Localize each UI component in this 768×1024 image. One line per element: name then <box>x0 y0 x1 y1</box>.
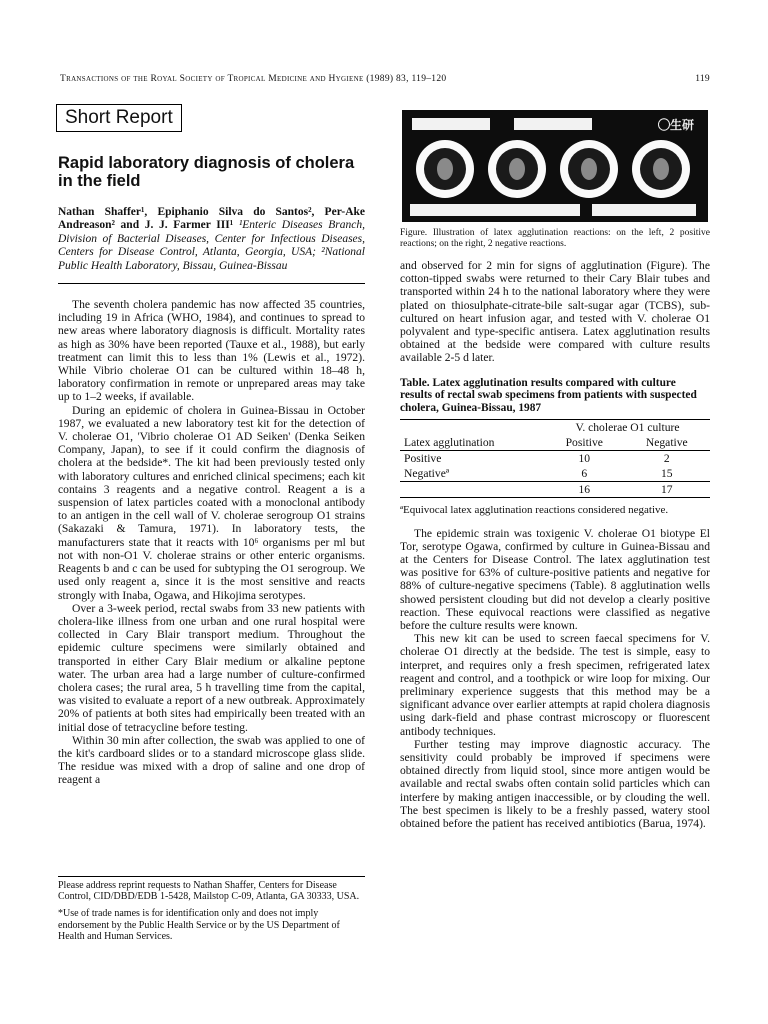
paragraph: Over a 3-week period, rectal swabs from 33 new patients with cholera-like illness from one urban and one rural hospital were collected in Cary Blair transport medium. Throughout the epidemic culture specimens were similarly obtained and transported in either Cary Blair medium or alkaline peptone water. The urban area had a large number of culture-confirmed cholera cases; the rural area, 5 h travelling time from the capital, was visited to evaluate a report of a new outbreak. Approximately 20% of patients at both sites had empirically been treated with an initial dose of tetracycline before testing. <box>58 601 365 734</box>
col-negative-header: Negative <box>645 436 688 450</box>
positive-well <box>488 140 546 198</box>
paragraph: This new kit can be used to screen faecal specimens for V. cholerae O1 directly at the bedside. The test is simple, easy to interpret, and requires only a fresh specimen, refrigerated latex reagent and control, and a toothpick or wire loop for mixing. Our preliminary experience suggests that this method may be a significant advance over earlier attempts at rapid cholera diagnosis using dark-field and phase contrast microscopy or fluorescent antibody techniques. <box>400 632 710 738</box>
table-row: Positive 10 2 <box>404 452 670 466</box>
author-block <box>58 206 365 273</box>
slide-label <box>514 118 592 130</box>
journal-citation: Transactions of the Royal Society of Tropical Medicine and Hygiene (1989) 83, 119–120 <box>60 74 447 84</box>
divider <box>58 283 365 284</box>
paragraph: and observed for 2 min for signs of agglutination (Figure). The cotton-tipped swabs were returned to their Cary Blair tubes and transported within 24 h to the national laboratory where they were plated on thiosulphate-citrate-bile salt-sugar agar (TCBS), sub-cultured on heart infusion agar, and tested with V. cholerae O1 polyvalent and type-specific antisera. Latex agglutination results obtained at the bedside were compared with culture results available 2-5 d later. <box>400 259 710 365</box>
positive-well <box>416 140 474 198</box>
paragraph: The epidemic strain was toxigenic V. cholerae O1 biotype El Tor, serotype Ogawa, confirmed by culture in Guinea-Bissau and at the Centers for Disease Control. The latex agglutination test was positive for 63% of culture-positive patients and negative for 88% of culture-negative specimens (Table). 8 agglutination wells showed persistent clouding but did not develop a clearly positive reaction. These equivocal reactions were classified as negative before the culture results were known. <box>400 526 710 632</box>
affiliations: ¹Enteric Diseases Branch, Division of Bacterial Diseases, Center for Infectious Diseases, Centers for Disease Control, Atlanta, Georgia, USA; ²National Public Health Laboratory, Bissau, Guinea-Bissau <box>58 219 365 272</box>
negative-well <box>560 140 618 198</box>
paragraph: Within 30 min after collection, the swab was applied to one of the kit's cardboard slides or to a standard microscope glass slide. The residue was mixed with a drop of saline and one drop of reagent a <box>58 733 365 787</box>
right-column <box>400 110 710 830</box>
left-column <box>58 104 365 787</box>
col-positive-header: Positive <box>565 436 603 450</box>
row-header: Latex agglutination <box>404 436 495 450</box>
table-row: Negativeª 6 15 <box>400 466 710 482</box>
negative-well <box>632 140 690 198</box>
section-label: Short Report <box>56 104 182 132</box>
culture-header: V. cholerae O1 culture <box>575 421 680 435</box>
totals-row: 16 17 <box>400 482 710 498</box>
figure-caption: Figure. Illustration of latex agglutination reactions: on the left, 2 positive reactions; on the right, 2 negative reactions. <box>400 228 710 249</box>
authors: Nathan Shaffer¹, Epiphanio Silva do Santos², Per-Ake Andreason² and J. J. Farmer III¹ <box>58 206 365 232</box>
agglutination-figure <box>402 110 708 222</box>
slide-label <box>410 204 580 216</box>
footnotes <box>58 876 365 948</box>
table-title: Table. Latex agglutination results compared with culture results of rectal swab specimens from patients with suspected cholera, Guinea-Bissau, 1987 <box>400 376 697 415</box>
slide-label <box>592 204 696 216</box>
running-head <box>60 74 710 84</box>
paragraph: During an epidemic of cholera in Guinea-Bissau in October 1987, we evaluated a new laboratory test kit for the detection of V. cholerae O1, 'Vibrio cholerae O1 AD Seiken' (Denka Seiken Company, Japan), to see if it could confirm the diagnosis of cholera at the bedside*. The kit had been previously tested only with laboratory cultures and enriched clinical specimens; each kit contains 3 reagents and a negative control. Reagent a is a suspension of latex particles coated with a monoclonal antibody to an antigen in the cell wall of V. cholerae serogroup O1 strains (Sakazaki & Tamura, 1971). In laboratory tests, the manufacturers state that it reacts with 10⁶ organisms per ml but not with non-O1 V. cholerae strains or other enteric organisms. Reagents b and c can be used for subtyping the O1 serogroup. We used only reagent a, since it is the most sensitive and reacts strongly with Inaba, Ogawa, and Hikojima serotypes. <box>58 403 365 602</box>
article-title: Rapid laboratory diagnosis of cholera in the field <box>58 154 355 190</box>
table-note: ªEquivocal latex agglutination reactions considered negative. <box>400 504 669 517</box>
page-number: 119 <box>695 74 710 84</box>
reprint-footnote: Please address reprint requests to Nathan Shaffer, Centers for Disease Control, CID/DBD/EDB 1-5428, Mailstop C-09, Atlanta, GA 30333, USA. <box>58 880 360 903</box>
trade-name-footnote: *Use of trade names is for identification only and does not imply endorsement by the Public Health Service or by the US Department of Health and Human Services. <box>58 908 340 942</box>
slide-label <box>412 118 490 130</box>
paragraph: The seventh cholera pandemic has now affected 35 countries, including 19 in Africa (WHO, 1984), and continues to spread to new areas where laboratory diagnosis is difficult. Mortality rates as high as 30% have been reported (Tauxe et al., 1988), but early treatment can limit this to less than 1% (Lewis et al., 1972). While Vibrio cholerae O1 can be cultured within 18–48 h, laboratory confirmation in remote or unprepared areas may take up to 1–2 weeks, if available. <box>58 298 365 404</box>
paragraph: Further testing may improve diagnostic accuracy. The sensitivity could probably be improved if specimens were obtained directly from liquid stool, since more antigen would be available and rectal swabs often contain solid particles which can interfere by making antigen inaccessible, or by clouding the well. The best specimen is likely to be a freshly passed, watery stool obtained before the patient has received antibiotics (Barua, 1974). <box>400 737 710 830</box>
manufacturer-logo: ◯生研 <box>657 118 694 132</box>
results-table <box>400 419 710 498</box>
